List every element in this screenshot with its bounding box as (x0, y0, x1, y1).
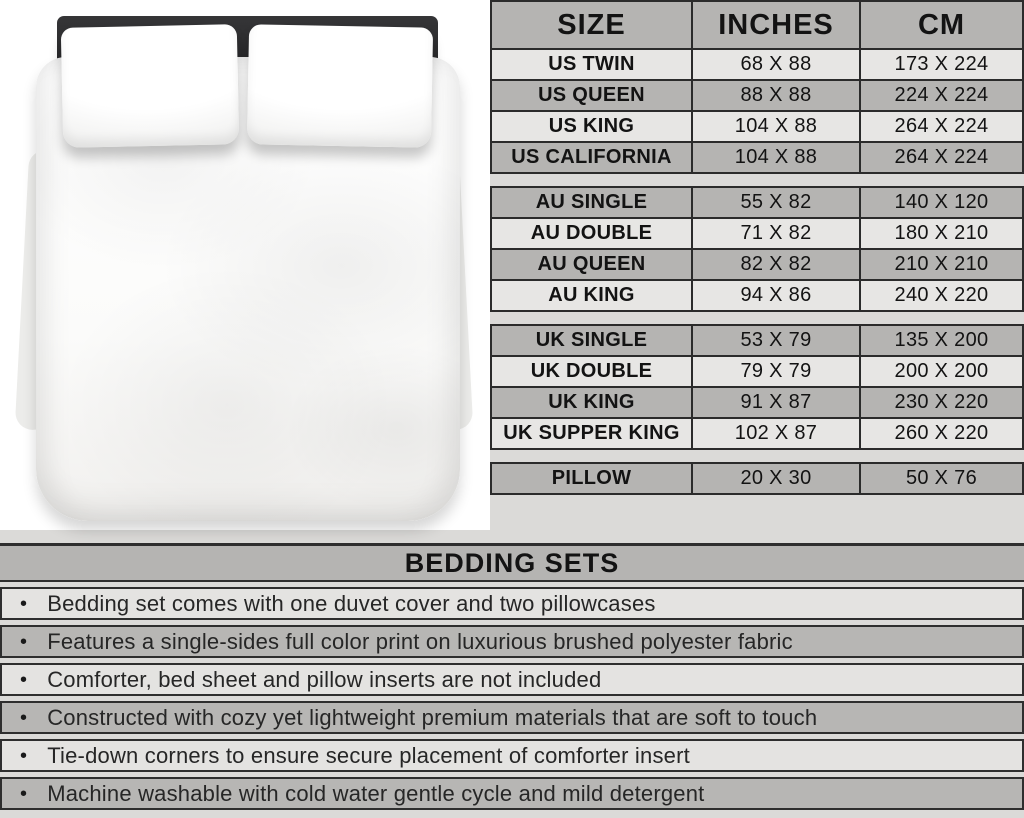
size-cm: 180 X 210 (859, 219, 1022, 248)
bullet-text: Comforter, bed sheet and pillow inserts are not included (47, 666, 602, 692)
size-inches: 91 X 87 (691, 388, 859, 417)
table-row (492, 417, 1022, 448)
table-row (492, 326, 1022, 355)
bullet-icon: • (20, 782, 28, 805)
table-row (492, 279, 1022, 310)
size-cm: 200 X 200 (859, 357, 1022, 386)
list-item (0, 625, 1024, 658)
size-cm: 173 X 224 (859, 50, 1022, 79)
table-row (492, 248, 1022, 279)
size-inches: 104 X 88 (691, 112, 859, 141)
size-cm: 210 X 210 (859, 250, 1022, 279)
table-row (492, 141, 1022, 172)
size-cm: 260 X 220 (859, 419, 1022, 448)
size-group-uk (490, 324, 1024, 450)
size-inches: 53 X 79 (691, 326, 859, 355)
list-item (0, 587, 1024, 620)
bullet-text: Machine washable with cold water gentle cycle and mild detergent (47, 780, 705, 806)
size-inches: 71 X 82 (691, 219, 859, 248)
bullet-icon: • (20, 630, 28, 653)
size-name: UK KING (548, 391, 635, 413)
list-item (0, 701, 1024, 734)
size-inches: 102 X 87 (691, 419, 859, 448)
size-name: AU KING (548, 284, 635, 306)
size-cm: 240 X 220 (859, 281, 1022, 310)
size-inches: 55 X 82 (691, 188, 859, 217)
size-name: PILLOW (551, 467, 632, 489)
bullet-icon: • (20, 592, 28, 615)
column-header-inches: INCHES (691, 2, 859, 48)
list-item (0, 739, 1024, 772)
bullet-icon: • (20, 668, 28, 691)
bullet-icon: • (20, 744, 28, 767)
size-inches: 20 X 30 (691, 464, 859, 493)
size-group-au (490, 186, 1024, 312)
size-inches: 68 X 88 (691, 50, 859, 79)
size-name: AU SINGLE (535, 191, 648, 213)
size-inches: 82 X 82 (691, 250, 859, 279)
table-row (492, 386, 1022, 417)
size-inches: 104 X 88 (691, 143, 859, 172)
table-row (492, 464, 1022, 493)
bedding-sets-info (0, 543, 1024, 810)
size-inches: 88 X 88 (691, 81, 859, 110)
bullet-icon: • (20, 706, 28, 729)
table-row (492, 110, 1022, 141)
size-name: US CALIFORNIA (511, 146, 672, 168)
bullet-text: Tie-down corners to ensure secure placement of comforter insert (47, 742, 690, 768)
bedding-sets-title: BEDDING SETS (0, 543, 1024, 582)
size-chart-table (490, 0, 1024, 507)
table-row (492, 48, 1022, 79)
size-cm: 230 X 220 (859, 388, 1022, 417)
pillow-right (247, 24, 433, 148)
table-row (492, 355, 1022, 386)
size-cm: 264 X 224 (859, 112, 1022, 141)
column-header-cm: CM (859, 2, 1022, 48)
size-inches: 79 X 79 (691, 357, 859, 386)
column-header-size: SIZE (557, 8, 626, 41)
size-group-us (490, 0, 1024, 174)
size-name: AU DOUBLE (530, 222, 653, 244)
table-row (492, 188, 1022, 217)
size-name: US TWIN (548, 53, 635, 75)
size-inches: 94 X 86 (691, 281, 859, 310)
pillow-left (61, 24, 239, 148)
size-table-header-row (492, 2, 1022, 48)
size-name: UK DOUBLE (530, 360, 653, 382)
size-name: US KING (548, 115, 635, 137)
size-cm: 140 X 120 (859, 188, 1022, 217)
list-item (0, 777, 1024, 810)
bullet-text: Constructed with cozy yet lightweight premium materials that are soft to touch (47, 704, 818, 730)
bullet-text: Features a single-sides full color print on luxurious brushed polyester fabric (47, 628, 793, 654)
table-row (492, 79, 1022, 110)
size-name: AU QUEEN (537, 253, 646, 275)
size-name: UK SINGLE (535, 329, 648, 351)
bed-photo (0, 0, 490, 530)
table-row (492, 217, 1022, 248)
size-name: US QUEEN (538, 84, 645, 106)
list-item (0, 663, 1024, 696)
size-cm: 135 X 200 (859, 326, 1022, 355)
size-group-pillow (490, 462, 1024, 495)
size-cm: 264 X 224 (859, 143, 1022, 172)
size-cm: 50 X 76 (859, 464, 1022, 493)
bullet-text: Bedding set comes with one duvet cover and two pillowcases (47, 590, 656, 616)
size-cm: 224 X 224 (859, 81, 1022, 110)
size-name: UK SUPPER KING (503, 422, 680, 444)
